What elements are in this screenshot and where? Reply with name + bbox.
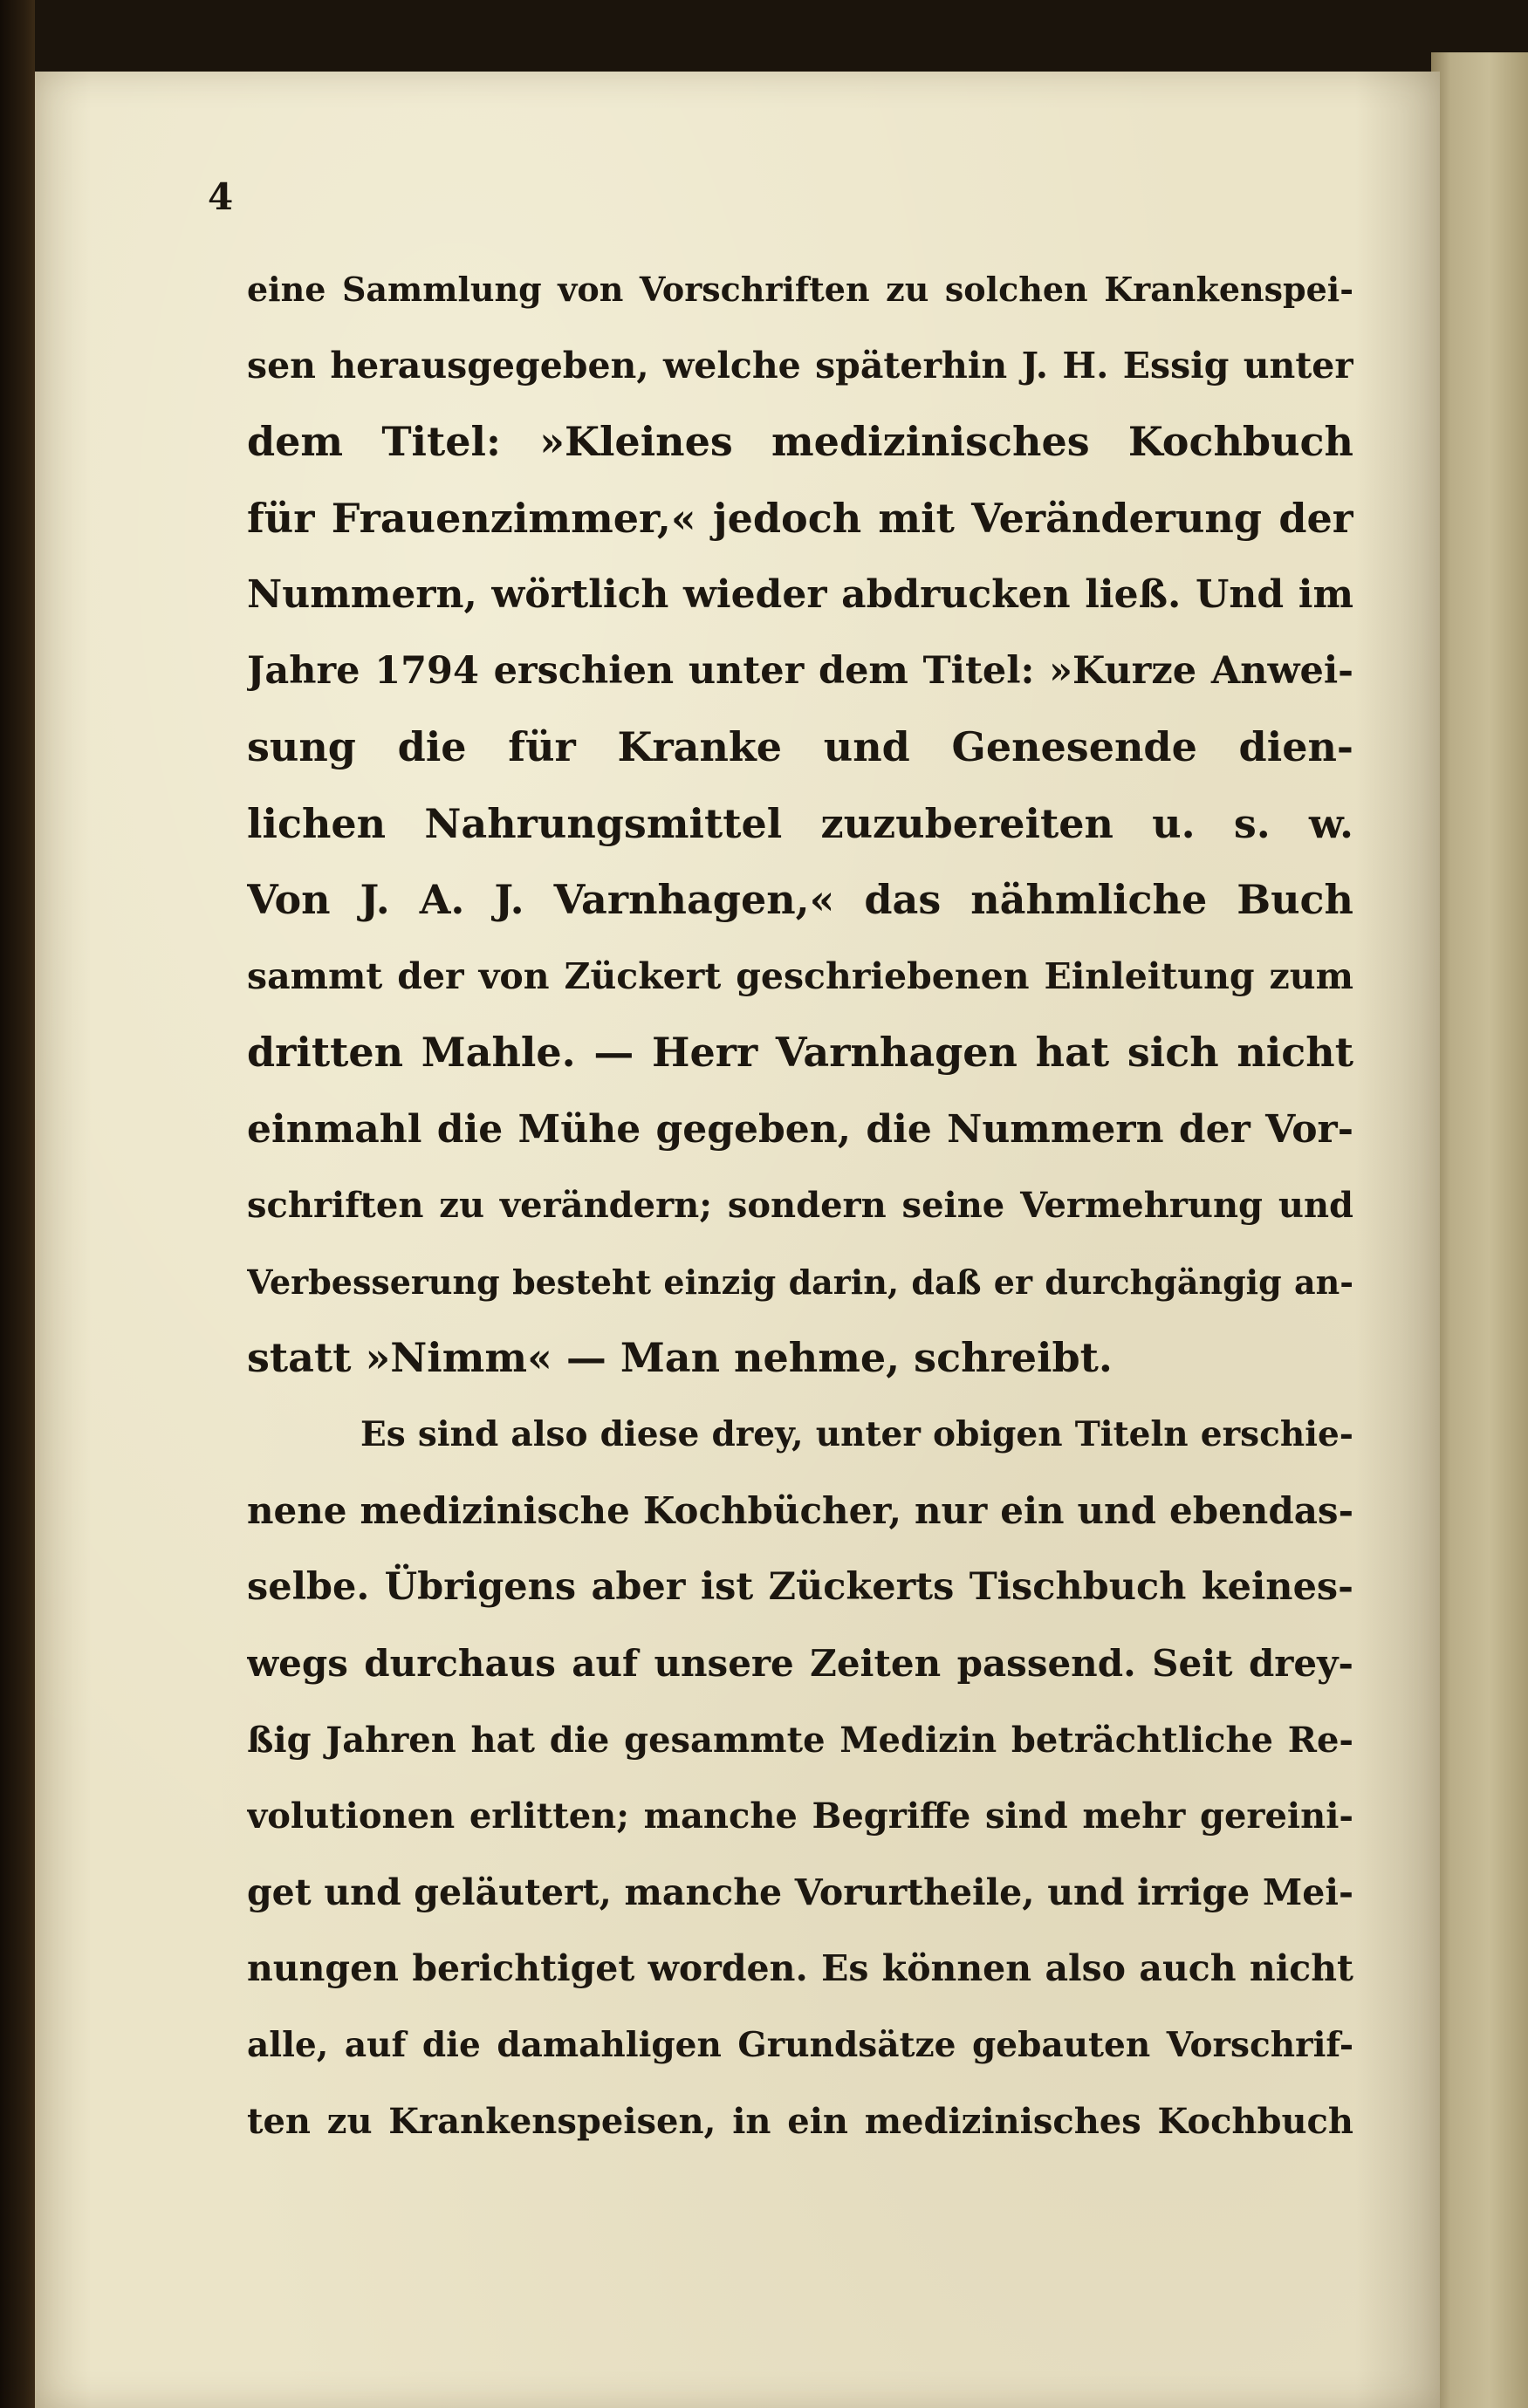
text-line: lichen Nahrungsmittel zuzubereiten u. s. w. (247, 799, 1353, 847)
text-line: statt »Nimm« — Man nehme, schreibt. (247, 1334, 1113, 1381)
book-gutter (0, 0, 35, 2408)
text-line: get und geläutert, manche Vorurtheile, und irrige Mei- (247, 1871, 1353, 1913)
text-line: ten zu Krankenspeisen, in ein medizinisches Kochbuch (247, 2101, 1353, 2142)
text-line: nene medizinische Kochbücher, nur ein und ebendas- (247, 1489, 1353, 1532)
text-line: dritten Mahle. — Herr Varnhagen hat sich nicht (247, 1029, 1353, 1076)
text-line: sen herausgegeben, welche späterhin J. H. Essig unter (247, 344, 1353, 387)
text-line: für Frauenzimmer,« jedoch mit Veränderung der (247, 494, 1353, 542)
text-line: volutionen erlitten; manche Begriffe sind mehr gereini- (247, 1796, 1353, 1837)
text-line: selbe. Übrigens aber ist Zückerts Tischbuch keines- (247, 1564, 1353, 1609)
text-line: alle, auf die damahligen Grundsätze gebauten Vorschrif- (247, 2024, 1353, 2065)
text-line: eine Sammlung von Vorschriften zu solchen Krankenspei- (247, 270, 1353, 309)
text-line: Nummern, wörtlich wieder abdrucken ließ. Und im (247, 572, 1353, 617)
text-line: sammt der von Zückert geschriebenen Einleitung zum (247, 954, 1353, 997)
text-line: Es sind also diese drey, unter obigen Titeln erschie- (360, 1413, 1353, 1454)
text-line: Von J. A. J. Varnhagen,« das nähmliche Buch (247, 876, 1353, 923)
text-line: Jahre 1794 erschien unter dem Titel: »Kurze Anwei- (247, 648, 1353, 693)
text-line: wegs durchaus auf unsere Zeiten passend. Seit drey- (247, 1642, 1353, 1685)
adjacent-page-edge (1431, 52, 1528, 2408)
text-line: Verbesserung besteht einzig darin, daß er durchgängig an- (247, 1262, 1353, 1302)
text-line: einmahl die Mühe gegeben, die Nummern der Vor- (247, 1106, 1353, 1152)
text-line: schriften zu verändern; sondern seine Vermehrung und (247, 1185, 1353, 1226)
text-line: ßig Jahren hat die gesammte Medizin beträchtliche Re- (247, 1719, 1353, 1761)
text-line: dem Titel: »Kleines medizinisches Kochbuch (247, 418, 1353, 465)
text-line: nungen berichtiget worden. Es können also auch nicht (247, 1947, 1353, 1989)
text-line: sung die für Kranke und Genesende dien- (247, 723, 1353, 770)
body-text (247, 251, 1353, 2160)
page-number: 4 (208, 175, 234, 218)
